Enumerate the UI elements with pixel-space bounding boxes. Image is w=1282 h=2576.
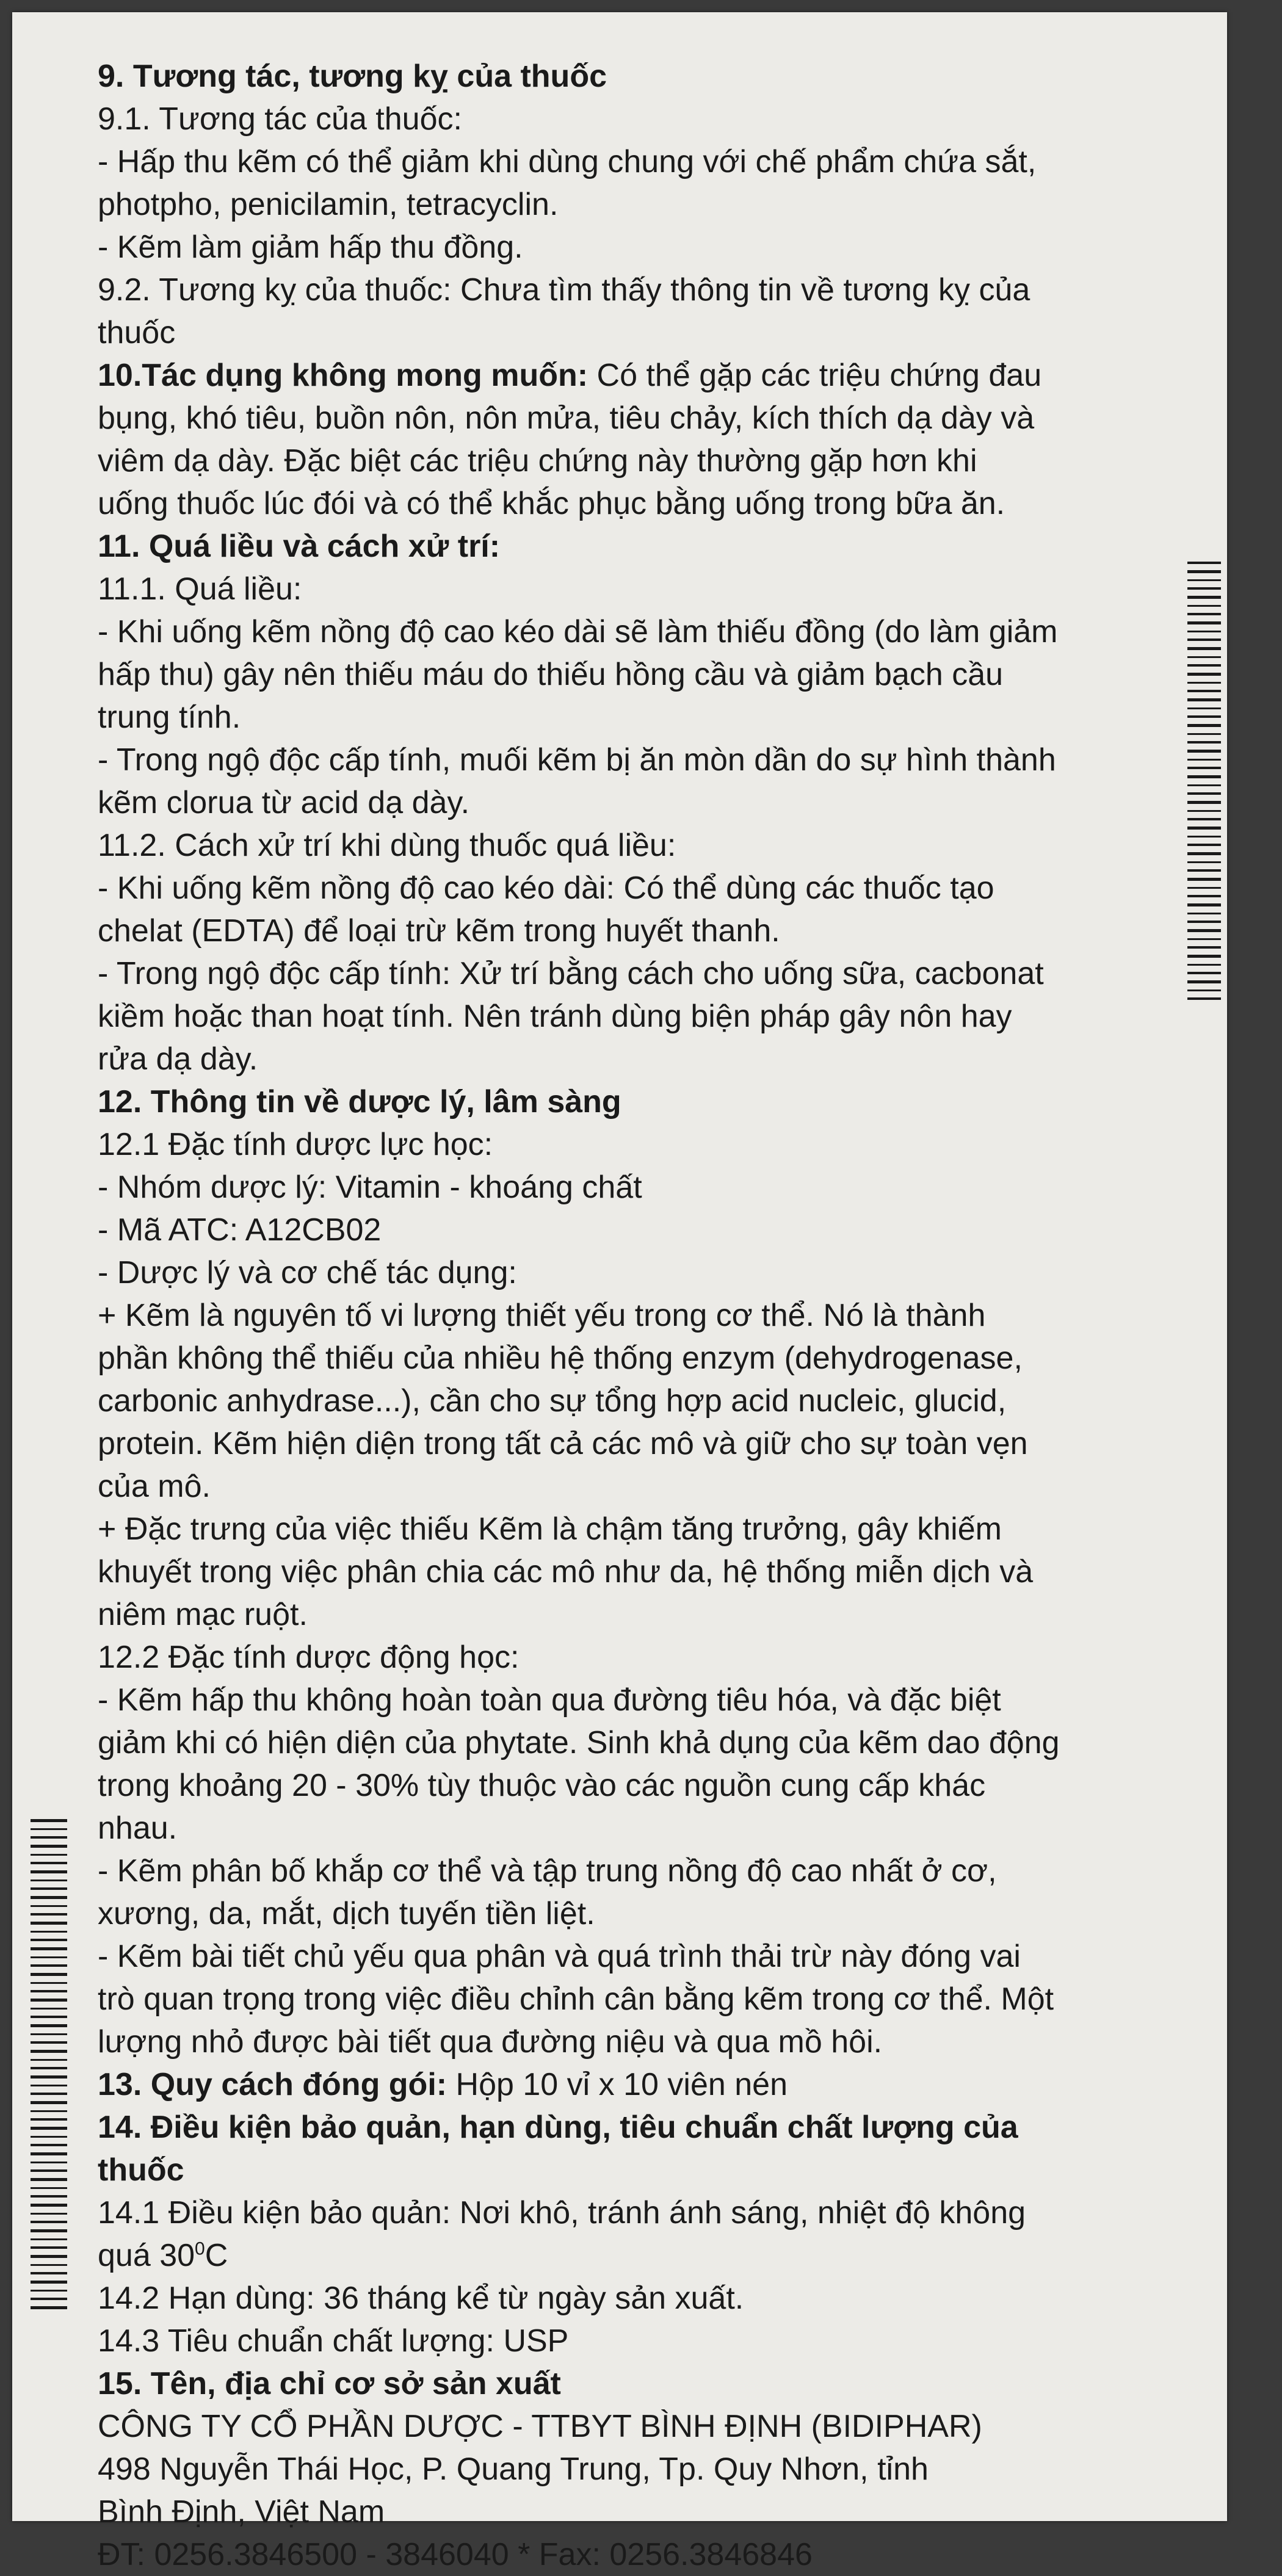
text-line: lượng nhỏ được bài tiết qua đường niệu và qua mồ hôi.	[98, 2024, 883, 2060]
barcode-bar	[31, 2290, 67, 2292]
barcode-bar	[1187, 621, 1221, 624]
barcode-bar	[31, 1828, 67, 1830]
barcode-bar	[1187, 827, 1221, 830]
barcode-bar	[31, 1922, 67, 1925]
barcode-bar	[1187, 810, 1221, 812]
section-heading: 11. Quá liều và cách xử trí:	[98, 529, 501, 564]
section-heading: 13. Quy cách đóng gói:	[98, 2067, 447, 2102]
barcode-bar	[31, 2178, 67, 2181]
barcode-bar	[1187, 801, 1221, 804]
text-line: kẽm clorua từ acid dạ dày.	[98, 785, 470, 820]
text-line: 12.1 Đặc tính dược lực học:	[98, 1127, 493, 1162]
text-line: - Trong ngộ độc cấp tính, muối kẽm bị ăn mòn dần do sự hình thành	[98, 742, 1056, 778]
barcode-bar	[31, 2033, 67, 2035]
barcode-bar	[1187, 929, 1221, 932]
barcode-bar	[1187, 869, 1221, 872]
barcode-bar	[1187, 792, 1221, 795]
text-line: phần không thể thiếu của nhiều hệ thống enzym (dehydrogenase,	[98, 1340, 1023, 1376]
barcode-bar	[31, 2127, 67, 2130]
barcode-bar	[1187, 964, 1221, 966]
barcode-bar	[31, 2118, 67, 2121]
barcode-bar	[31, 2187, 67, 2189]
barcode-bar	[1187, 587, 1221, 590]
barcode-bar	[1187, 673, 1221, 676]
text-line	[98, 2063, 1184, 2106]
barcode-bar	[1187, 639, 1221, 641]
barcode-bar	[31, 2101, 67, 2104]
barcode-bar	[31, 2144, 67, 2146]
barcode-bar	[31, 1845, 67, 1848]
text-line: nhau.	[98, 1811, 178, 1846]
text-run: quá 30	[98, 2238, 195, 2273]
barcode-bar	[31, 1990, 67, 1992]
barcode-bar	[31, 2169, 67, 2172]
section-heading: 14. Điều kiện bảo quản, hạn dùng, tiêu chuẩn chất lượng của	[98, 2110, 1018, 2145]
barcode-bar	[1187, 647, 1221, 650]
section-heading: 15. Tên, địa chỉ cơ sở sản xuất	[98, 2366, 561, 2401]
barcode-bar	[31, 2281, 67, 2284]
text-line: niêm mạc ruột.	[98, 1597, 308, 1632]
barcode-bar	[31, 2041, 67, 2044]
text-line: viêm dạ dày. Đặc biệt các triệu chứng này thường gặp hơn khi	[98, 443, 977, 479]
text-line: kiềm hoặc than hoạt tính. Nên tránh dùng biện pháp gây nôn hay	[98, 999, 1012, 1034]
text-line: ĐT: 0256.3846500 - 3846040 * Fax: 0256.3846846	[98, 2537, 813, 2572]
text-line: - Trong ngộ độc cấp tính: Xử trí bằng cách cho uống sữa, cacbonat	[98, 956, 1044, 991]
barcode-bar	[31, 2110, 67, 2112]
barcode-bar	[31, 1870, 67, 1873]
text-line: 498 Nguyễn Thái Học, P. Quang Trung, Tp. Quy Nhơn, tỉnh	[98, 2451, 929, 2487]
barcode-bar	[31, 2024, 67, 2027]
barcode-bar	[1187, 775, 1221, 778]
barcode-bar	[31, 2213, 67, 2215]
barcode-bar	[31, 1896, 67, 1899]
barcode-bar	[31, 1964, 67, 1967]
barcode-bar	[31, 2238, 67, 2240]
text-line: xương, da, mắt, dịch tuyến tiền liệt.	[98, 1896, 595, 1931]
barcode-bar	[31, 2246, 67, 2249]
barcode-bar	[1187, 690, 1221, 692]
barcode-bar	[1187, 631, 1221, 632]
text-run: Có thể gặp các triệu chứng đau	[588, 358, 1042, 393]
barcode-bar	[1187, 895, 1221, 897]
barcode-bar	[31, 2298, 67, 2300]
barcode-bar	[1187, 767, 1221, 769]
text-line: - Khi uống kẽm nồng độ cao kéo dài sẽ làm thiếu đồng (do làm giảm	[98, 614, 1058, 649]
barcode-bar	[31, 1836, 67, 1839]
barcode-bar	[1187, 733, 1221, 735]
text-line: 14.2 Hạn dùng: 36 tháng kể từ ngày sản xuất.	[98, 2281, 744, 2316]
barcode-bar	[1187, 656, 1221, 658]
barcode-bar	[31, 1880, 67, 1881]
text-line: - Nhóm dược lý: Vitamin - khoáng chất	[98, 1170, 642, 1205]
barcode-bar	[1187, 715, 1221, 718]
text-line: bụng, khó tiêu, buồn nôn, nôn mửa, tiêu chảy, kích thích dạ dày và	[98, 400, 1035, 436]
text-line: protein. Kẽm hiện diện trong tất cả các mô và giữ cho sự toàn vẹn	[98, 1426, 1028, 1461]
text-line	[98, 354, 1184, 397]
text-line: của mô.	[98, 1469, 211, 1504]
section-heading: 9. Tương tác, tương kỵ của thuốc	[98, 59, 607, 94]
text-line: thuốc	[98, 315, 176, 350]
text-line: trung tính.	[98, 700, 241, 735]
text-line: + Kẽm là nguyên tố vi lượng thiết yếu trong cơ thể. Nó là thành	[98, 1298, 986, 1333]
text-line: - Kẽm bài tiết chủ yếu qua phân và quá trình thải trừ này đóng vai	[98, 1939, 1021, 1974]
barcode-bar	[31, 1819, 67, 1822]
text-line: 9.1. Tương tác của thuốc:	[98, 101, 462, 137]
barcode-bar	[1187, 707, 1221, 709]
barcode-bar	[1187, 836, 1221, 838]
barcode-bar	[31, 2008, 67, 2010]
barcode-bar	[31, 1854, 67, 1856]
barcode-bar	[1187, 664, 1221, 667]
text-line: rửa dạ dày.	[98, 1041, 258, 1077]
barcode-bar	[1187, 903, 1221, 906]
barcode-bar	[31, 2306, 67, 2309]
barcode-bar	[1187, 913, 1221, 914]
barcode-bar	[1187, 562, 1221, 564]
text-line: 14.1 Điều kiện bảo quản: Nơi khô, tránh ánh sáng, nhiệt độ không	[98, 2195, 1026, 2230]
text-line: - Hấp thu kẽm có thể giảm khi dùng chung với chế phẩm chứa sắt,	[98, 144, 1037, 179]
text-line: - Dược lý và cơ chế tác dụng:	[98, 1255, 517, 1290]
barcode-bar	[31, 2229, 67, 2232]
text-line: - Kẽm làm giảm hấp thu đồng.	[98, 230, 523, 265]
barcode-bar	[1187, 750, 1221, 753]
barcode-bar	[31, 2272, 67, 2274]
barcode-bar	[1187, 887, 1221, 889]
barcode-bar	[1187, 844, 1221, 846]
barcode-bar	[1187, 724, 1221, 727]
barcode-bar	[31, 1947, 67, 1950]
text-run: Hộp 10 vỉ x 10 viên nén	[447, 2067, 788, 2102]
barcode-bar	[31, 2059, 67, 2061]
barcode-bar	[31, 2136, 67, 2138]
barcode-bar	[1187, 938, 1221, 940]
barcode-bar	[31, 1973, 67, 1976]
text-line: 14.3 Tiêu chuẩn chất lượng: USP	[98, 2323, 569, 2359]
barcode-bar	[1187, 605, 1221, 607]
barcode-bar	[31, 1905, 67, 1907]
barcode-bar	[31, 2050, 67, 2053]
text-line: khuyết trong việc phân chia các mô như da, hệ thống miễn dịch và	[98, 1554, 1034, 1590]
barcode-bar	[1187, 852, 1221, 855]
barcode-bar	[1187, 861, 1221, 863]
section-heading: thuốc	[98, 2152, 184, 2188]
text-run: C	[205, 2238, 228, 2273]
barcode-bar	[31, 2016, 67, 2018]
barcode-bar	[1187, 955, 1221, 958]
barcode-bar	[1187, 682, 1221, 684]
text-line: uống thuốc lúc đói và có thể khắc phục bằng uống trong bữa ăn.	[98, 486, 1005, 521]
barcode-bar	[31, 1939, 67, 1941]
barcode-bar	[1187, 990, 1221, 991]
barcode-bar	[1187, 759, 1221, 761]
text-line: - Kẽm hấp thu không hoàn toàn qua đường tiêu hóa, và đặc biệt	[98, 1682, 1001, 1718]
text-line: - Mã ATC: A12CB02	[98, 1212, 382, 1248]
text-line: - Kẽm phân bố khắp cơ thể và tập trung nồng độ cao nhất ở cơ,	[98, 1853, 997, 1889]
edge-barcode-left	[31, 1819, 67, 2315]
text-line: 11.1. Quá liều:	[98, 571, 302, 607]
barcode-bar	[31, 1887, 67, 1890]
barcode-bar	[1187, 613, 1221, 615]
text-line: carbonic anhydrase...), cần cho sự tổng hợp acid nucleic, glucid,	[98, 1383, 1007, 1419]
text-line: hấp thu) gây nên thiếu máu do thiếu hồng cầu và giảm bạch cầu	[98, 657, 1004, 692]
text-line: photpho, penicilamin, tetracyclin.	[98, 187, 559, 222]
text-line: chelat (EDTA) để loại trừ kẽm trong huyết thanh.	[98, 913, 780, 949]
text-line: Bình Định, Việt Nam	[98, 2494, 385, 2530]
superscript: 0	[195, 2238, 205, 2259]
text-line: 9.2. Tương kỵ của thuốc: Chưa tìm thấy thông tin về tương kỵ của	[98, 272, 1030, 308]
barcode-bar	[1187, 980, 1221, 983]
barcode-bar	[31, 2195, 67, 2198]
barcode-bar	[31, 2067, 67, 2069]
barcode-bar	[1187, 997, 1221, 1000]
barcode-bar	[1187, 784, 1221, 786]
text-line: trò quan trọng trong việc điều chỉnh cân bằng kẽm trong cơ thể. Một	[98, 1981, 1054, 2017]
barcode-bar	[1187, 972, 1221, 974]
barcode-bar	[1187, 596, 1221, 599]
text-line: 11.2. Cách xử trí khi dùng thuốc quá liều:	[98, 828, 676, 863]
barcode-bar	[31, 2152, 67, 2155]
barcode-bar	[31, 2255, 67, 2258]
barcode-bar	[1187, 946, 1221, 949]
barcode-bar	[1187, 818, 1221, 820]
text-line: trong khoảng 20 - 30% tùy thuộc vào các nguồn cung cấp khác	[98, 1768, 986, 1803]
text-line: 12.2 Đặc tính dược động học:	[98, 1640, 520, 1675]
text-line: - Khi uống kẽm nồng độ cao kéo dài: Có thể dùng các thuốc tạo	[98, 870, 994, 906]
barcode-bar	[1187, 698, 1221, 701]
barcode-bar	[31, 1913, 67, 1916]
edge-barcode-right	[1187, 562, 1221, 1006]
text-line: + Đặc trưng của việc thiếu Kẽm là chậm tăng trưởng, gây khiếm	[98, 1511, 1002, 1547]
barcode-bar	[31, 2075, 67, 2079]
leaflet-page	[12, 12, 1227, 2572]
barcode-bar	[31, 2204, 67, 2207]
barcode-bar	[31, 1862, 67, 1864]
barcode-bar	[31, 2162, 67, 2163]
barcode-bar	[31, 2264, 67, 2266]
leaflet-text	[98, 55, 1184, 2576]
barcode-bar	[1187, 878, 1221, 881]
barcode-bar	[31, 1956, 67, 1958]
barcode-bar	[1187, 741, 1221, 743]
section-heading: 10.Tác dụng không mong muốn:	[98, 358, 588, 393]
barcode-bar	[1187, 579, 1221, 581]
barcode-bar	[31, 2085, 67, 2086]
barcode-bar	[1187, 921, 1221, 923]
barcode-bar	[31, 2221, 67, 2223]
text-line: giảm khi có hiện diện của phytate. Sinh khả dụng của kẽm dao động	[98, 1725, 1060, 1760]
section-heading: 12. Thông tin về dược lý, lâm sàng	[98, 1084, 621, 1120]
barcode-bar	[31, 1931, 67, 1933]
text-line	[98, 2234, 1184, 2277]
barcode-bar	[31, 1982, 67, 1984]
text-line: CÔNG TY CỔ PHẦN DƯỢC - TTBYT BÌNH ĐỊNH (BIDIPHAR)	[98, 2409, 982, 2444]
barcode-bar	[31, 2093, 67, 2095]
barcode-bar	[1187, 570, 1221, 573]
barcode-bar	[31, 1999, 67, 2002]
